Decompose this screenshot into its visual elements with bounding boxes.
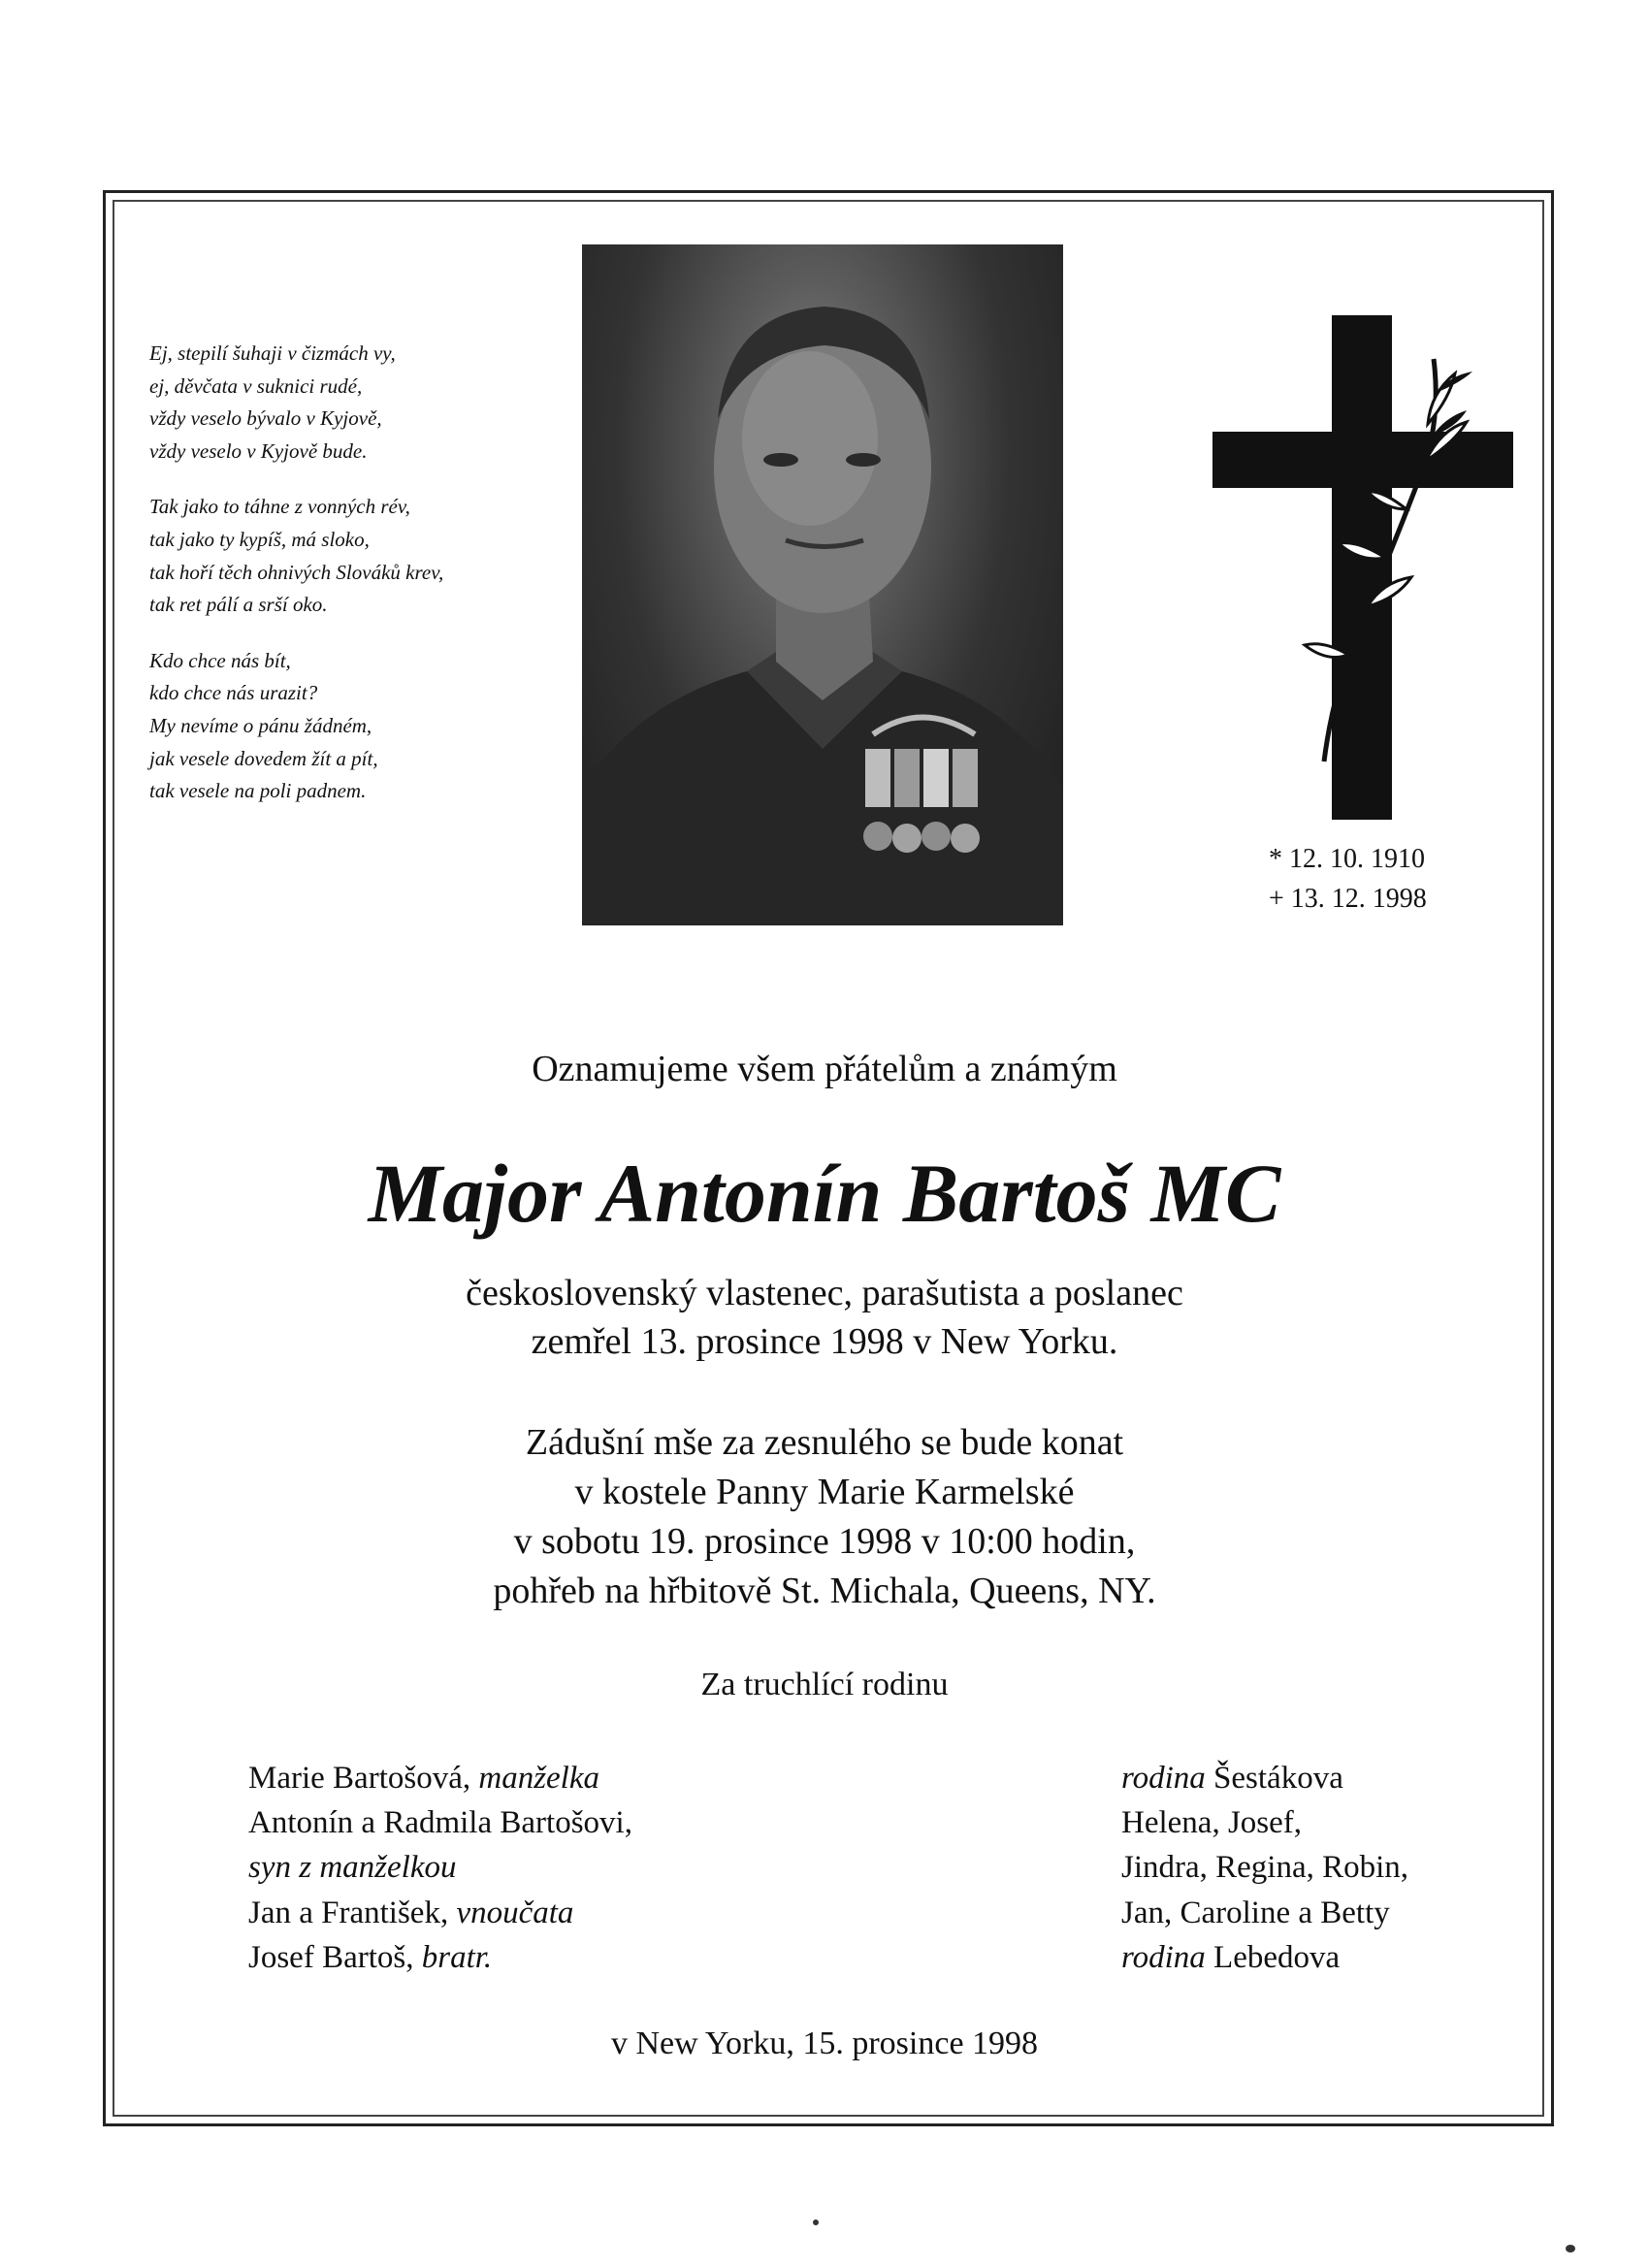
life-dates <box>1269 840 1427 919</box>
closing-line: v New Yorku, 15. prosince 1998 <box>610 2025 1039 2061</box>
poem-stanza-1 <box>149 338 557 468</box>
family-role: rodina <box>1121 1939 1206 1975</box>
scan-speck <box>1566 2245 1575 2252</box>
family-row <box>248 1800 632 1845</box>
service-line: v kostele Panny Marie Karmelské <box>574 1471 1075 1512</box>
family-name: Antonín a Radmila Bartošovi, <box>248 1805 632 1841</box>
poem-line: My nevíme o pánu žádném, <box>149 713 372 737</box>
cross-icon <box>1212 315 1513 829</box>
poem <box>149 338 557 831</box>
deceased-name: Major Antonín Bartoš MC <box>368 1147 1281 1240</box>
family-row <box>1121 1800 1408 1845</box>
portrait-photo <box>582 244 1063 925</box>
poem-stanza-2 <box>149 491 557 621</box>
family-row <box>248 1935 632 1980</box>
family-row <box>248 1756 632 1800</box>
service-line: pohřeb na hřbitově St. Michala, Queens, NY. <box>493 1570 1156 1611</box>
poem-line: jak vesele dovedem žít a pít, <box>149 746 378 770</box>
poem-line: Ej, stepilí šuhaji v čizmách vy, <box>149 341 396 365</box>
family-name: Helena, Josef, <box>1121 1805 1303 1841</box>
service-line: v sobotu 19. prosince 1998 v 10:00 hodin, <box>513 1520 1136 1562</box>
description-line: československý vlastenec, parašutista a poslanec <box>466 1273 1183 1313</box>
service-details <box>146 1418 1504 1616</box>
poem-line: tak hoří těch ohnivých Slováků krev, <box>149 560 444 584</box>
family-row <box>248 1845 632 1890</box>
poem-line: Tak jako to táhne z vonných rév, <box>149 495 410 519</box>
family-role: manželka <box>478 1761 599 1796</box>
family-list-left <box>248 1756 632 1980</box>
family-row <box>248 1891 632 1935</box>
poem-line: tak jako ty kypíš, má sloko, <box>149 527 370 551</box>
birth-date: * 12. 10. 1910 <box>1269 844 1425 874</box>
poem-line: tak ret pálí a srší oko. <box>149 593 328 617</box>
family-name: Jan, Caroline a Betty <box>1121 1895 1390 1930</box>
announcement: Oznamujeme všem přátelům a známým <box>532 1049 1117 1089</box>
family-name: Marie Bartošová, <box>248 1761 479 1796</box>
family-role: bratr. <box>421 1939 493 1975</box>
service-line: Zádušní mše za zesnulého se bude konat <box>525 1422 1124 1463</box>
poem-line: tak vesele na poli padnem. <box>149 779 367 803</box>
family-row <box>1121 1756 1408 1800</box>
family-row <box>1121 1845 1408 1890</box>
description-line: zemřel 13. prosince 1998 v New Yorku. <box>531 1321 1118 1363</box>
family-title: Za truchlící rodinu <box>700 1667 949 1702</box>
poem-stanza-3 <box>149 645 557 808</box>
cross-with-branch <box>1212 315 1513 829</box>
family-name: Šestákova <box>1205 1761 1343 1796</box>
family-role: syn z manželkou <box>248 1850 457 1886</box>
family-role: rodina <box>1121 1761 1206 1796</box>
family-row <box>1121 1935 1408 1980</box>
family-name: Lebedova <box>1205 1939 1341 1975</box>
poem-line: ej, děvčata v suknici rudé, <box>149 373 363 398</box>
poem-line: kdo chce nás urazit? <box>149 681 318 705</box>
death-date: + 13. 12. 1998 <box>1269 883 1427 914</box>
family-name: Josef Bartoš, <box>248 1939 422 1975</box>
portrait-illustration <box>582 244 1063 925</box>
family-role: vnoučata <box>456 1895 574 1930</box>
family-row <box>1121 1891 1408 1935</box>
poem-line: vždy veselo bývalo v Kyjově, <box>149 406 382 431</box>
scan-speck <box>813 2219 819 2225</box>
poem-line: Kdo chce nás bít, <box>149 648 291 672</box>
poem-line: vždy veselo v Kyjově bude. <box>149 438 368 463</box>
family-list-right <box>1121 1756 1408 1980</box>
family-name: Jindra, Regina, Robin, <box>1121 1850 1409 1886</box>
description <box>146 1269 1504 1366</box>
family-name: Jan a František, <box>248 1895 457 1930</box>
